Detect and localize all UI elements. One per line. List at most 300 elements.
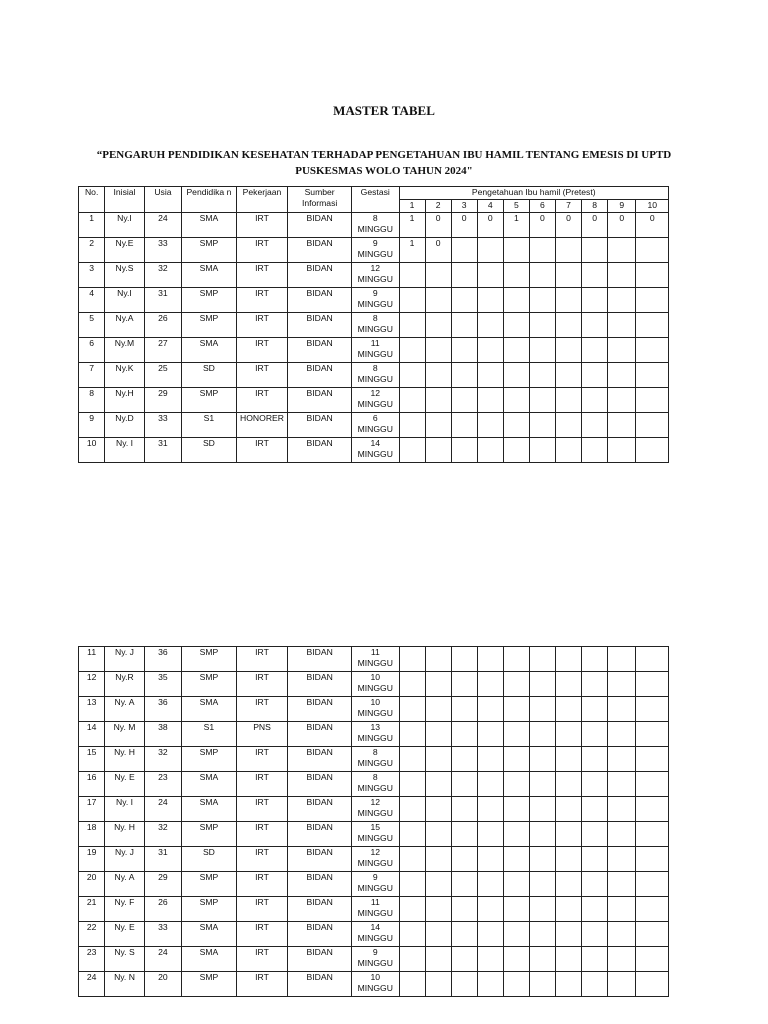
gestasi-unit: MINGGU	[357, 808, 393, 818]
cell-score-6	[529, 847, 555, 872]
cell-sumber: BIDAN	[288, 822, 352, 847]
cell-gestasi	[352, 947, 400, 972]
cell-score-4: 0	[477, 213, 503, 238]
cell-sumber: BIDAN	[288, 972, 352, 997]
header-usia: Usia	[144, 187, 181, 213]
gestasi-unit: MINGGU	[357, 299, 393, 309]
cell-no: 17	[79, 797, 105, 822]
cell-score-4	[477, 263, 503, 288]
cell-score-1	[399, 947, 425, 972]
cell-score-10	[636, 263, 669, 288]
cell-score-6	[529, 438, 555, 463]
cell-score-1	[399, 922, 425, 947]
cell-score-7	[555, 438, 581, 463]
table-row	[79, 438, 669, 463]
cell-score-9	[608, 897, 636, 922]
cell-score-7	[556, 772, 582, 797]
table-row	[79, 822, 669, 847]
cell-score-4	[477, 697, 503, 722]
header-item-3: 3	[451, 200, 477, 213]
cell-usia: 35	[144, 672, 181, 697]
cell-score-1	[399, 338, 425, 363]
cell-sumber: BIDAN	[288, 363, 352, 388]
cell-score-5	[503, 972, 529, 997]
cell-score-9	[608, 672, 636, 697]
gestasi-weeks: 12	[370, 263, 381, 273]
cell-score-1	[399, 772, 425, 797]
table-row	[79, 847, 669, 872]
cell-score-4	[477, 897, 503, 922]
cell-usia: 20	[144, 972, 181, 997]
gestasi-unit: MINGGU	[357, 833, 393, 843]
cell-usia: 26	[144, 313, 181, 338]
gestasi-unit: MINGGU	[357, 908, 393, 918]
table-row	[79, 697, 669, 722]
cell-score-8	[582, 947, 608, 972]
cell-pekerjaan: IRT	[236, 672, 288, 697]
cell-score-10	[636, 338, 669, 363]
cell-score-9	[608, 388, 636, 413]
cell-gestasi	[352, 747, 400, 772]
cell-inisial: Ny. M	[105, 722, 144, 747]
cell-score-8	[582, 672, 608, 697]
table-row	[79, 947, 669, 972]
cell-score-9	[608, 438, 636, 463]
cell-score-7	[556, 872, 582, 897]
cell-score-2	[425, 647, 451, 672]
cell-score-3	[451, 363, 477, 388]
cell-sumber: BIDAN	[288, 747, 352, 772]
gestasi-weeks: 14	[370, 438, 381, 448]
cell-score-4	[477, 822, 503, 847]
table-row	[79, 238, 669, 263]
cell-sumber: BIDAN	[288, 263, 352, 288]
cell-pendidikan: SMP	[182, 872, 237, 897]
cell-score-5	[503, 847, 529, 872]
cell-pendidikan: SMA	[182, 797, 237, 822]
gestasi-unit: MINGGU	[357, 399, 393, 409]
cell-score-6	[529, 363, 555, 388]
cell-score-9	[608, 313, 636, 338]
cell-score-1	[399, 672, 425, 697]
cell-score-6	[529, 972, 555, 997]
cell-score-7	[555, 288, 581, 313]
cell-no: 12	[79, 672, 105, 697]
cell-pekerjaan: PNS	[236, 722, 288, 747]
document-subtitle	[80, 147, 688, 179]
cell-score-9	[608, 238, 636, 263]
cell-gestasi	[352, 722, 400, 747]
cell-score-7	[555, 388, 581, 413]
cell-pendidikan: SMP	[182, 313, 237, 338]
cell-score-7	[556, 647, 582, 672]
cell-pendidikan: SMA	[182, 922, 237, 947]
cell-score-8	[582, 697, 608, 722]
cell-score-3	[451, 972, 477, 997]
subtitle-line-2: PUSKESMAS WOLO TAHUN 2024"	[295, 165, 473, 177]
gestasi-unit: MINGGU	[357, 449, 393, 459]
cell-pendidikan: SMA	[182, 947, 237, 972]
cell-score-7	[555, 238, 581, 263]
cell-sumber: BIDAN	[288, 772, 352, 797]
cell-score-3	[451, 388, 477, 413]
cell-score-4	[477, 363, 503, 388]
cell-score-7	[555, 313, 581, 338]
gestasi-unit: MINGGU	[357, 249, 393, 259]
cell-score-5	[503, 822, 529, 847]
cell-score-5	[503, 672, 529, 697]
cell-pekerjaan: IRT	[236, 747, 288, 772]
cell-score-4	[477, 922, 503, 947]
cell-score-1	[399, 797, 425, 822]
cell-score-6	[529, 722, 555, 747]
cell-score-5	[503, 363, 529, 388]
cell-sumber: BIDAN	[288, 288, 352, 313]
cell-score-1	[399, 263, 425, 288]
table-row	[79, 722, 669, 747]
cell-no: 10	[79, 438, 105, 463]
table-row	[79, 263, 669, 288]
gestasi-weeks: 9	[372, 288, 378, 298]
gestasi-unit: MINGGU	[357, 349, 393, 359]
cell-sumber: BIDAN	[288, 672, 352, 697]
cell-inisial: Ny.H	[105, 388, 144, 413]
cell-usia: 32	[144, 822, 181, 847]
gestasi-unit: MINGGU	[357, 683, 393, 693]
cell-score-5	[503, 697, 529, 722]
cell-pekerjaan: IRT	[236, 972, 288, 997]
cell-inisial: Ny. J	[105, 847, 144, 872]
cell-pekerjaan: IRT	[236, 438, 288, 463]
cell-score-8	[582, 972, 608, 997]
cell-usia: 23	[144, 772, 181, 797]
cell-score-10	[636, 747, 669, 772]
cell-score-3	[451, 413, 477, 438]
cell-no: 4	[79, 288, 105, 313]
cell-no: 8	[79, 388, 105, 413]
cell-score-4	[477, 872, 503, 897]
cell-pekerjaan: IRT	[236, 947, 288, 972]
cell-sumber: BIDAN	[288, 922, 352, 947]
cell-score-10	[636, 438, 669, 463]
cell-score-6	[529, 797, 555, 822]
cell-pendidikan: SMP	[182, 672, 237, 697]
cell-usia: 33	[144, 238, 181, 263]
header-item-9: 9	[608, 200, 636, 213]
cell-sumber: BIDAN	[288, 338, 352, 363]
cell-no: 21	[79, 897, 105, 922]
cell-inisial: Ny. E	[105, 922, 144, 947]
cell-inisial: Ny. A	[105, 872, 144, 897]
cell-score-10	[636, 822, 669, 847]
table-row	[79, 388, 669, 413]
header-pendidikan: Pendidika n	[182, 187, 237, 213]
cell-score-8	[582, 288, 608, 313]
cell-score-1: 1	[399, 238, 425, 263]
cell-score-10	[636, 697, 669, 722]
cell-score-3	[451, 438, 477, 463]
cell-score-7	[555, 413, 581, 438]
cell-score-1	[399, 363, 425, 388]
cell-score-10: 0	[636, 213, 669, 238]
cell-score-7	[556, 797, 582, 822]
cell-score-4	[477, 747, 503, 772]
cell-score-5	[503, 647, 529, 672]
cell-pekerjaan: IRT	[236, 363, 288, 388]
header-inisial: Inisial	[105, 187, 144, 213]
cell-score-4	[477, 338, 503, 363]
gestasi-weeks: 13	[370, 722, 381, 732]
cell-pendidikan: SD	[182, 363, 237, 388]
cell-score-7	[556, 972, 582, 997]
cell-score-2	[425, 722, 451, 747]
cell-usia: 24	[144, 947, 181, 972]
gestasi-unit: MINGGU	[357, 224, 393, 234]
cell-inisial: Ny. S	[105, 947, 144, 972]
cell-gestasi	[351, 413, 399, 438]
master-table-page-2	[78, 646, 669, 997]
table-row	[79, 313, 669, 338]
cell-usia: 26	[144, 897, 181, 922]
gestasi-unit: MINGGU	[357, 758, 393, 768]
cell-score-6	[529, 388, 555, 413]
cell-score-5	[503, 313, 529, 338]
gestasi-weeks: 10	[370, 697, 381, 707]
cell-inisial: Ny.E	[105, 238, 144, 263]
cell-gestasi	[352, 872, 400, 897]
cell-score-10	[636, 363, 669, 388]
cell-score-8	[582, 872, 608, 897]
cell-score-1	[399, 897, 425, 922]
cell-score-2	[425, 413, 451, 438]
cell-score-7	[556, 747, 582, 772]
cell-score-3	[451, 263, 477, 288]
cell-sumber: BIDAN	[288, 647, 352, 672]
cell-sumber: BIDAN	[288, 238, 352, 263]
cell-score-1: 1	[399, 213, 425, 238]
gestasi-unit: MINGGU	[357, 983, 393, 993]
cell-inisial: Ny.I	[105, 213, 144, 238]
cell-score-9	[608, 797, 636, 822]
cell-score-8	[582, 647, 608, 672]
cell-score-3	[451, 922, 477, 947]
cell-score-4	[477, 313, 503, 338]
cell-sumber: BIDAN	[288, 213, 352, 238]
cell-score-1	[399, 872, 425, 897]
cell-no: 2	[79, 238, 105, 263]
cell-gestasi	[351, 313, 399, 338]
header-item-6: 6	[529, 200, 555, 213]
cell-score-10	[636, 947, 669, 972]
table-row	[79, 747, 669, 772]
cell-score-8	[582, 413, 608, 438]
cell-score-3	[451, 313, 477, 338]
cell-pekerjaan: IRT	[236, 797, 288, 822]
cell-usia: 32	[144, 747, 181, 772]
cell-score-1	[399, 722, 425, 747]
header-item-2: 2	[425, 200, 451, 213]
gestasi-unit: MINGGU	[357, 783, 393, 793]
cell-score-2	[425, 438, 451, 463]
cell-sumber: BIDAN	[288, 722, 352, 747]
cell-score-8	[582, 747, 608, 772]
table-row	[79, 872, 669, 897]
gestasi-weeks: 8	[372, 213, 378, 223]
cell-score-4	[477, 947, 503, 972]
table-row	[79, 363, 669, 388]
cell-score-9	[608, 722, 636, 747]
cell-inisial: Ny.K	[105, 363, 144, 388]
cell-score-5	[503, 413, 529, 438]
header-pekerjaan: Pekerjaan	[236, 187, 288, 213]
cell-score-7	[555, 338, 581, 363]
gestasi-weeks: 12	[370, 847, 381, 857]
cell-inisial: Ny.S	[105, 263, 144, 288]
cell-pekerjaan: IRT	[236, 263, 288, 288]
table-row	[79, 772, 669, 797]
cell-score-5	[503, 747, 529, 772]
cell-score-4	[477, 797, 503, 822]
cell-score-6	[529, 872, 555, 897]
table-row	[79, 213, 669, 238]
cell-score-7	[556, 722, 582, 747]
cell-pendidikan: SMA	[182, 338, 237, 363]
page-title: MASTER TABEL	[333, 103, 435, 118]
cell-score-6	[529, 897, 555, 922]
table-row	[79, 647, 669, 672]
cell-pendidikan: SD	[182, 847, 237, 872]
cell-score-6	[529, 288, 555, 313]
cell-score-6	[529, 772, 555, 797]
cell-score-5	[503, 263, 529, 288]
cell-score-5	[503, 388, 529, 413]
cell-score-6	[529, 697, 555, 722]
cell-inisial: Ny.I	[105, 288, 144, 313]
cell-pendidikan: SMP	[182, 972, 237, 997]
cell-sumber: BIDAN	[288, 872, 352, 897]
cell-usia: 33	[144, 413, 181, 438]
cell-score-3	[451, 697, 477, 722]
gestasi-unit: MINGGU	[357, 958, 393, 968]
table-row	[79, 288, 669, 313]
cell-score-10	[636, 388, 669, 413]
cell-score-4	[477, 972, 503, 997]
header-gestasi: Gestasi	[351, 187, 399, 213]
cell-score-9	[608, 947, 636, 972]
cell-inisial: Ny.M	[105, 338, 144, 363]
cell-sumber: BIDAN	[288, 947, 352, 972]
cell-pendidikan: SMP	[182, 647, 237, 672]
cell-score-6	[529, 338, 555, 363]
cell-no: 20	[79, 872, 105, 897]
cell-score-9	[608, 822, 636, 847]
cell-score-2	[425, 872, 451, 897]
cell-pekerjaan: IRT	[236, 847, 288, 872]
cell-score-2	[425, 797, 451, 822]
cell-gestasi	[352, 972, 400, 997]
gestasi-weeks: 14	[370, 922, 381, 932]
cell-no: 19	[79, 847, 105, 872]
cell-score-2	[425, 388, 451, 413]
cell-score-2	[425, 947, 451, 972]
cell-score-2	[425, 822, 451, 847]
cell-sumber: BIDAN	[288, 413, 352, 438]
cell-score-10	[636, 847, 669, 872]
cell-score-10	[636, 872, 669, 897]
table-row	[79, 672, 669, 697]
gestasi-weeks: 10	[370, 972, 381, 982]
cell-inisial: Ny. H	[105, 822, 144, 847]
master-table-page-1	[78, 186, 669, 463]
cell-pendidikan: SMP	[182, 897, 237, 922]
cell-gestasi	[352, 922, 400, 947]
cell-score-3: 0	[451, 213, 477, 238]
gestasi-unit: MINGGU	[357, 424, 393, 434]
cell-score-10	[636, 672, 669, 697]
cell-score-5	[503, 772, 529, 797]
cell-usia: 33	[144, 922, 181, 947]
cell-usia: 27	[144, 338, 181, 363]
gestasi-weeks: 15	[370, 822, 381, 832]
cell-score-8	[582, 438, 608, 463]
cell-gestasi	[351, 238, 399, 263]
cell-score-8	[582, 363, 608, 388]
cell-score-5	[503, 872, 529, 897]
cell-pendidikan: S1	[182, 722, 237, 747]
cell-pekerjaan: IRT	[236, 388, 288, 413]
header-item-1: 1	[399, 200, 425, 213]
cell-score-9	[608, 647, 636, 672]
cell-score-2	[425, 922, 451, 947]
cell-score-9: 0	[608, 213, 636, 238]
cell-score-3	[451, 797, 477, 822]
gestasi-weeks: 6	[372, 413, 378, 423]
gestasi-weeks: 11	[370, 647, 380, 657]
cell-inisial: Ny.A	[105, 313, 144, 338]
cell-pekerjaan: HONORER	[236, 413, 288, 438]
cell-no: 24	[79, 972, 105, 997]
cell-score-2	[425, 972, 451, 997]
table-row	[79, 338, 669, 363]
cell-score-3	[451, 822, 477, 847]
cell-score-5	[503, 797, 529, 822]
cell-pekerjaan: IRT	[236, 822, 288, 847]
cell-pendidikan: SMP	[182, 747, 237, 772]
cell-score-8	[582, 338, 608, 363]
gestasi-weeks: 12	[370, 388, 381, 398]
cell-score-9	[608, 697, 636, 722]
cell-score-7: 0	[555, 213, 581, 238]
cell-score-5	[503, 238, 529, 263]
cell-score-2	[425, 288, 451, 313]
cell-gestasi	[351, 438, 399, 463]
cell-score-5: 1	[503, 213, 529, 238]
cell-score-9	[608, 747, 636, 772]
cell-score-4	[477, 238, 503, 263]
cell-pekerjaan: IRT	[236, 338, 288, 363]
cell-sumber: BIDAN	[288, 897, 352, 922]
gestasi-unit: MINGGU	[357, 708, 393, 718]
cell-gestasi	[351, 263, 399, 288]
header-item-5: 5	[503, 200, 529, 213]
cell-pekerjaan: IRT	[236, 897, 288, 922]
cell-inisial: Ny.D	[105, 413, 144, 438]
gestasi-unit: MINGGU	[357, 274, 393, 284]
cell-score-3	[451, 238, 477, 263]
cell-gestasi	[351, 388, 399, 413]
cell-gestasi	[352, 797, 400, 822]
header-item-7: 7	[555, 200, 581, 213]
